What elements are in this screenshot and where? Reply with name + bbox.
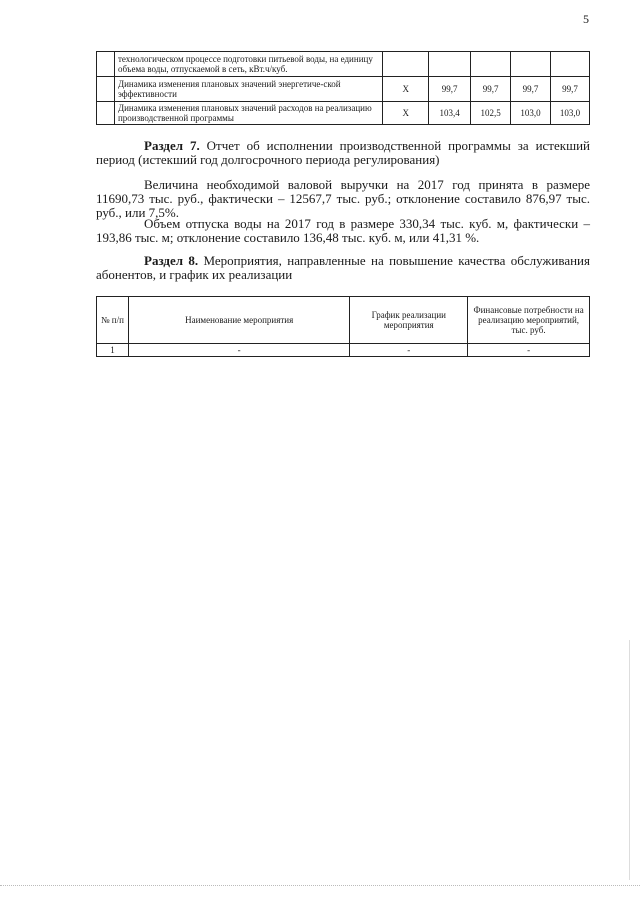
row-description: Динамика изменения плановых значений энергетиче-ской эффективности — [114, 77, 382, 102]
cell-number: 1 — [97, 344, 129, 357]
cell-measure-name: - — [128, 344, 349, 357]
section-8-label: Раздел 8. — [144, 253, 199, 268]
scan-edge-line — [629, 640, 630, 880]
section-7-text: Отчет об исполнении производственной программы за истекший период (истекший год долгосрочного периода регулирования) — [96, 138, 590, 167]
section-8-heading — [96, 254, 590, 282]
cell-schedule: - — [350, 344, 468, 357]
table-row — [97, 102, 590, 125]
row-description: технологическом процессе подготовки питьевой воды, на единицу объема воды, отпускаемой в сеть, кВт.ч/куб. — [114, 52, 382, 77]
table-row — [97, 52, 590, 77]
header-financial-needs: Финансовые потребности на реализацию мероприятий, тыс. руб. — [468, 297, 590, 344]
section-8-text: Мероприятия, направленные на повышение качества обслуживания абонентов, и график их реализации — [96, 253, 590, 282]
measures-table — [96, 296, 590, 357]
table-row — [97, 344, 590, 357]
row-value: 99,7 — [429, 77, 471, 102]
row-value: 103,0 — [551, 102, 590, 125]
page-number: 5 — [583, 12, 589, 26]
table-row — [97, 77, 590, 102]
section-7-heading — [96, 139, 590, 167]
cell-financial-needs: - — [468, 344, 590, 357]
row-value: 103,4 — [429, 102, 471, 125]
section-7-label: Раздел 7. — [144, 138, 200, 153]
row-mark: X — [383, 77, 429, 102]
top-table — [96, 51, 590, 125]
row-value: 99,7 — [511, 77, 551, 102]
row-description: Динамика изменения плановых значений расходов на реализацию производственной программы — [114, 102, 382, 125]
water-volume-paragraph: Объем отпуска воды на 2017 год в размере 330,34 тыс. куб. м, фактически – 193,86 тыс. м; отклонение составило 136,48 тыс. куб. м, или 41,31 %. — [96, 216, 590, 245]
row-value: 99,7 — [551, 77, 590, 102]
table-header-row — [97, 297, 590, 344]
row-mark: X — [383, 102, 429, 125]
row-value: 99,7 — [471, 77, 511, 102]
row-value: 102,5 — [471, 102, 511, 125]
header-measure-name: Наименование мероприятия — [128, 297, 349, 344]
header-number: № п/п — [97, 297, 129, 344]
header-schedule: График реализации мероприятия — [350, 297, 468, 344]
row-value: 103,0 — [511, 102, 551, 125]
revenue-paragraph: Величина необходимой валовой выручки на 2017 год принята в размере 11690,73 тыс. руб., фактически – 12567,7 тыс. руб.; отклонение составило 876,97 тыс. руб., или 7,5%. — [96, 177, 590, 220]
scan-bottom-line — [0, 885, 640, 886]
